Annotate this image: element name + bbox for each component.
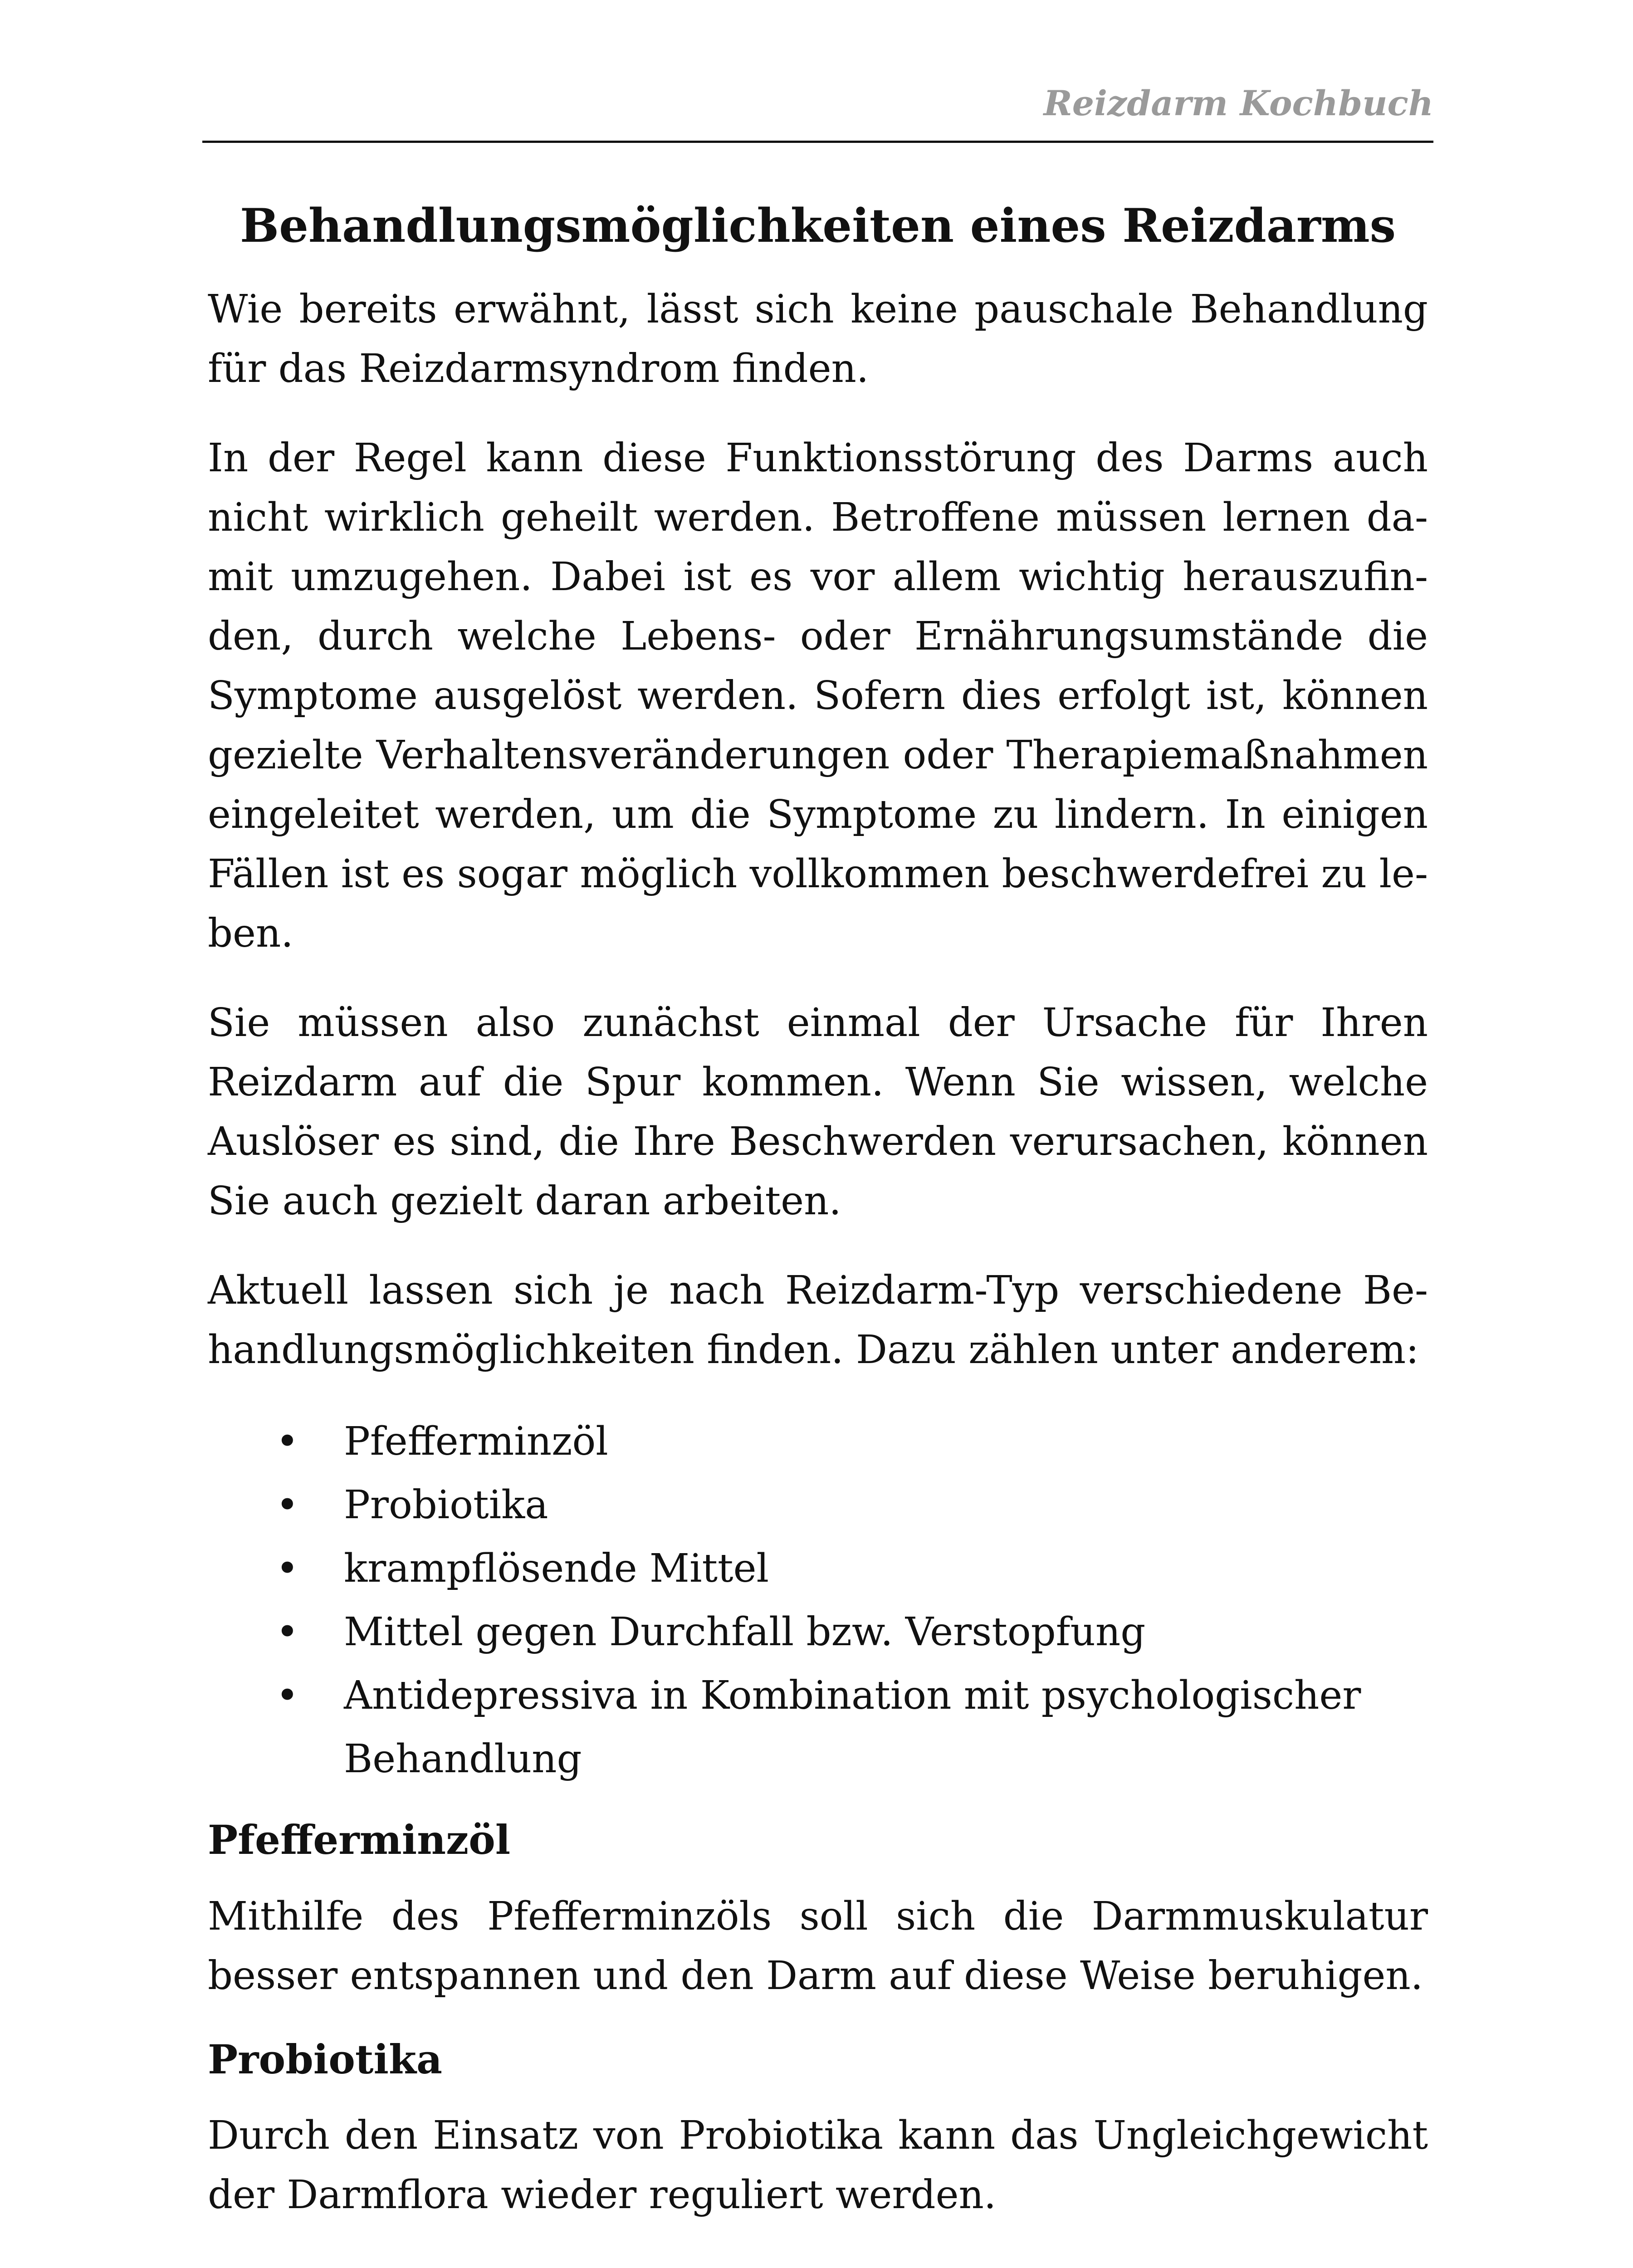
list-item — [208, 1473, 1428, 1537]
page-content — [208, 200, 1428, 2255]
list-item-text: Pfefferminzöl — [344, 1419, 608, 1465]
section-heading-probiotika: Probiotika — [208, 2035, 442, 2083]
paragraph-regel: In der Regel kann diese Funktionsstörung des Darms auch nicht wirklich geheilt werden. Betroffene müssen lernen damit umzugehen. Dabei ist es vor allem wichtig herauszufinden, durch welche Lebens- oder Ernährungsumstände die Symptome ausgelöst werden. Sofern dies erfolgt ist, können gezielte Verhaltensveränderungen oder Therapiemaßnahmen eingeleitet werden, um die Symptome zu lindern. In einigen Fällen ist es sogar möglich vollkommen beschwerdefrei zu leben. — [208, 435, 1428, 957]
header-rule — [202, 141, 1433, 143]
list-item — [208, 1664, 1428, 1791]
page-title: Behandlungsmöglichkeiten eines Reizdarms — [240, 199, 1396, 253]
bullet-icon: • — [276, 1609, 299, 1655]
list-item — [208, 1410, 1428, 1473]
bullet-icon: • — [276, 1482, 299, 1528]
section-heading-pfefferminzoel: Pfefferminzöl — [208, 1816, 511, 1864]
bullet-icon: • — [276, 1546, 299, 1592]
paragraph-intro: Wie bereits erwähnt, lässt sich keine pauschale Behandlung für das Reizdarmsyndrom finden. — [208, 287, 1428, 392]
bullet-icon: • — [276, 1419, 299, 1465]
bullet-icon: • — [276, 1673, 299, 1719]
list-item — [208, 1600, 1428, 1664]
paragraph-aktuell: Aktuell lassen sich je nach Reizdarm-Typ verschiedene Behandlungsmöglichkeiten finden. Dazu zählen unter anderem: — [208, 1268, 1428, 1373]
list-item-text: Probiotika — [344, 1482, 548, 1528]
section-text-probiotika: Durch den Einsatz von Probiotika kann das Ungleichgewicht der Darmflora wieder reguliert werden. — [208, 2113, 1428, 2218]
treatment-list — [208, 1410, 1428, 1791]
section-text-pfefferminzoel: Mithilfe des Pfefferminzöls soll sich die Darmmuskulatur besser entspannen und den Darm auf diese Weise beruhigen. — [208, 1893, 1428, 1999]
paragraph-ursache: Sie müssen also zunächst einmal der Ursache für Ihren Reizdarm auf die Spur kommen. Wenn Sie wissen, welche Auslöser es sind, die Ihre Beschwerden verursachen, können Sie auch gezielt daran arbeiten. — [208, 1000, 1428, 1224]
list-item-text: Mittel gegen Durchfall bzw. Verstopfung — [344, 1609, 1146, 1655]
running-header: Reizdarm Kochbuch — [1043, 83, 1433, 123]
list-item-text: Antidepressiva in Kombination mit psychologischer Behandlung — [344, 1673, 1361, 1782]
list-item-text: krampflösende Mittel — [344, 1546, 769, 1592]
list-item — [208, 1537, 1428, 1600]
